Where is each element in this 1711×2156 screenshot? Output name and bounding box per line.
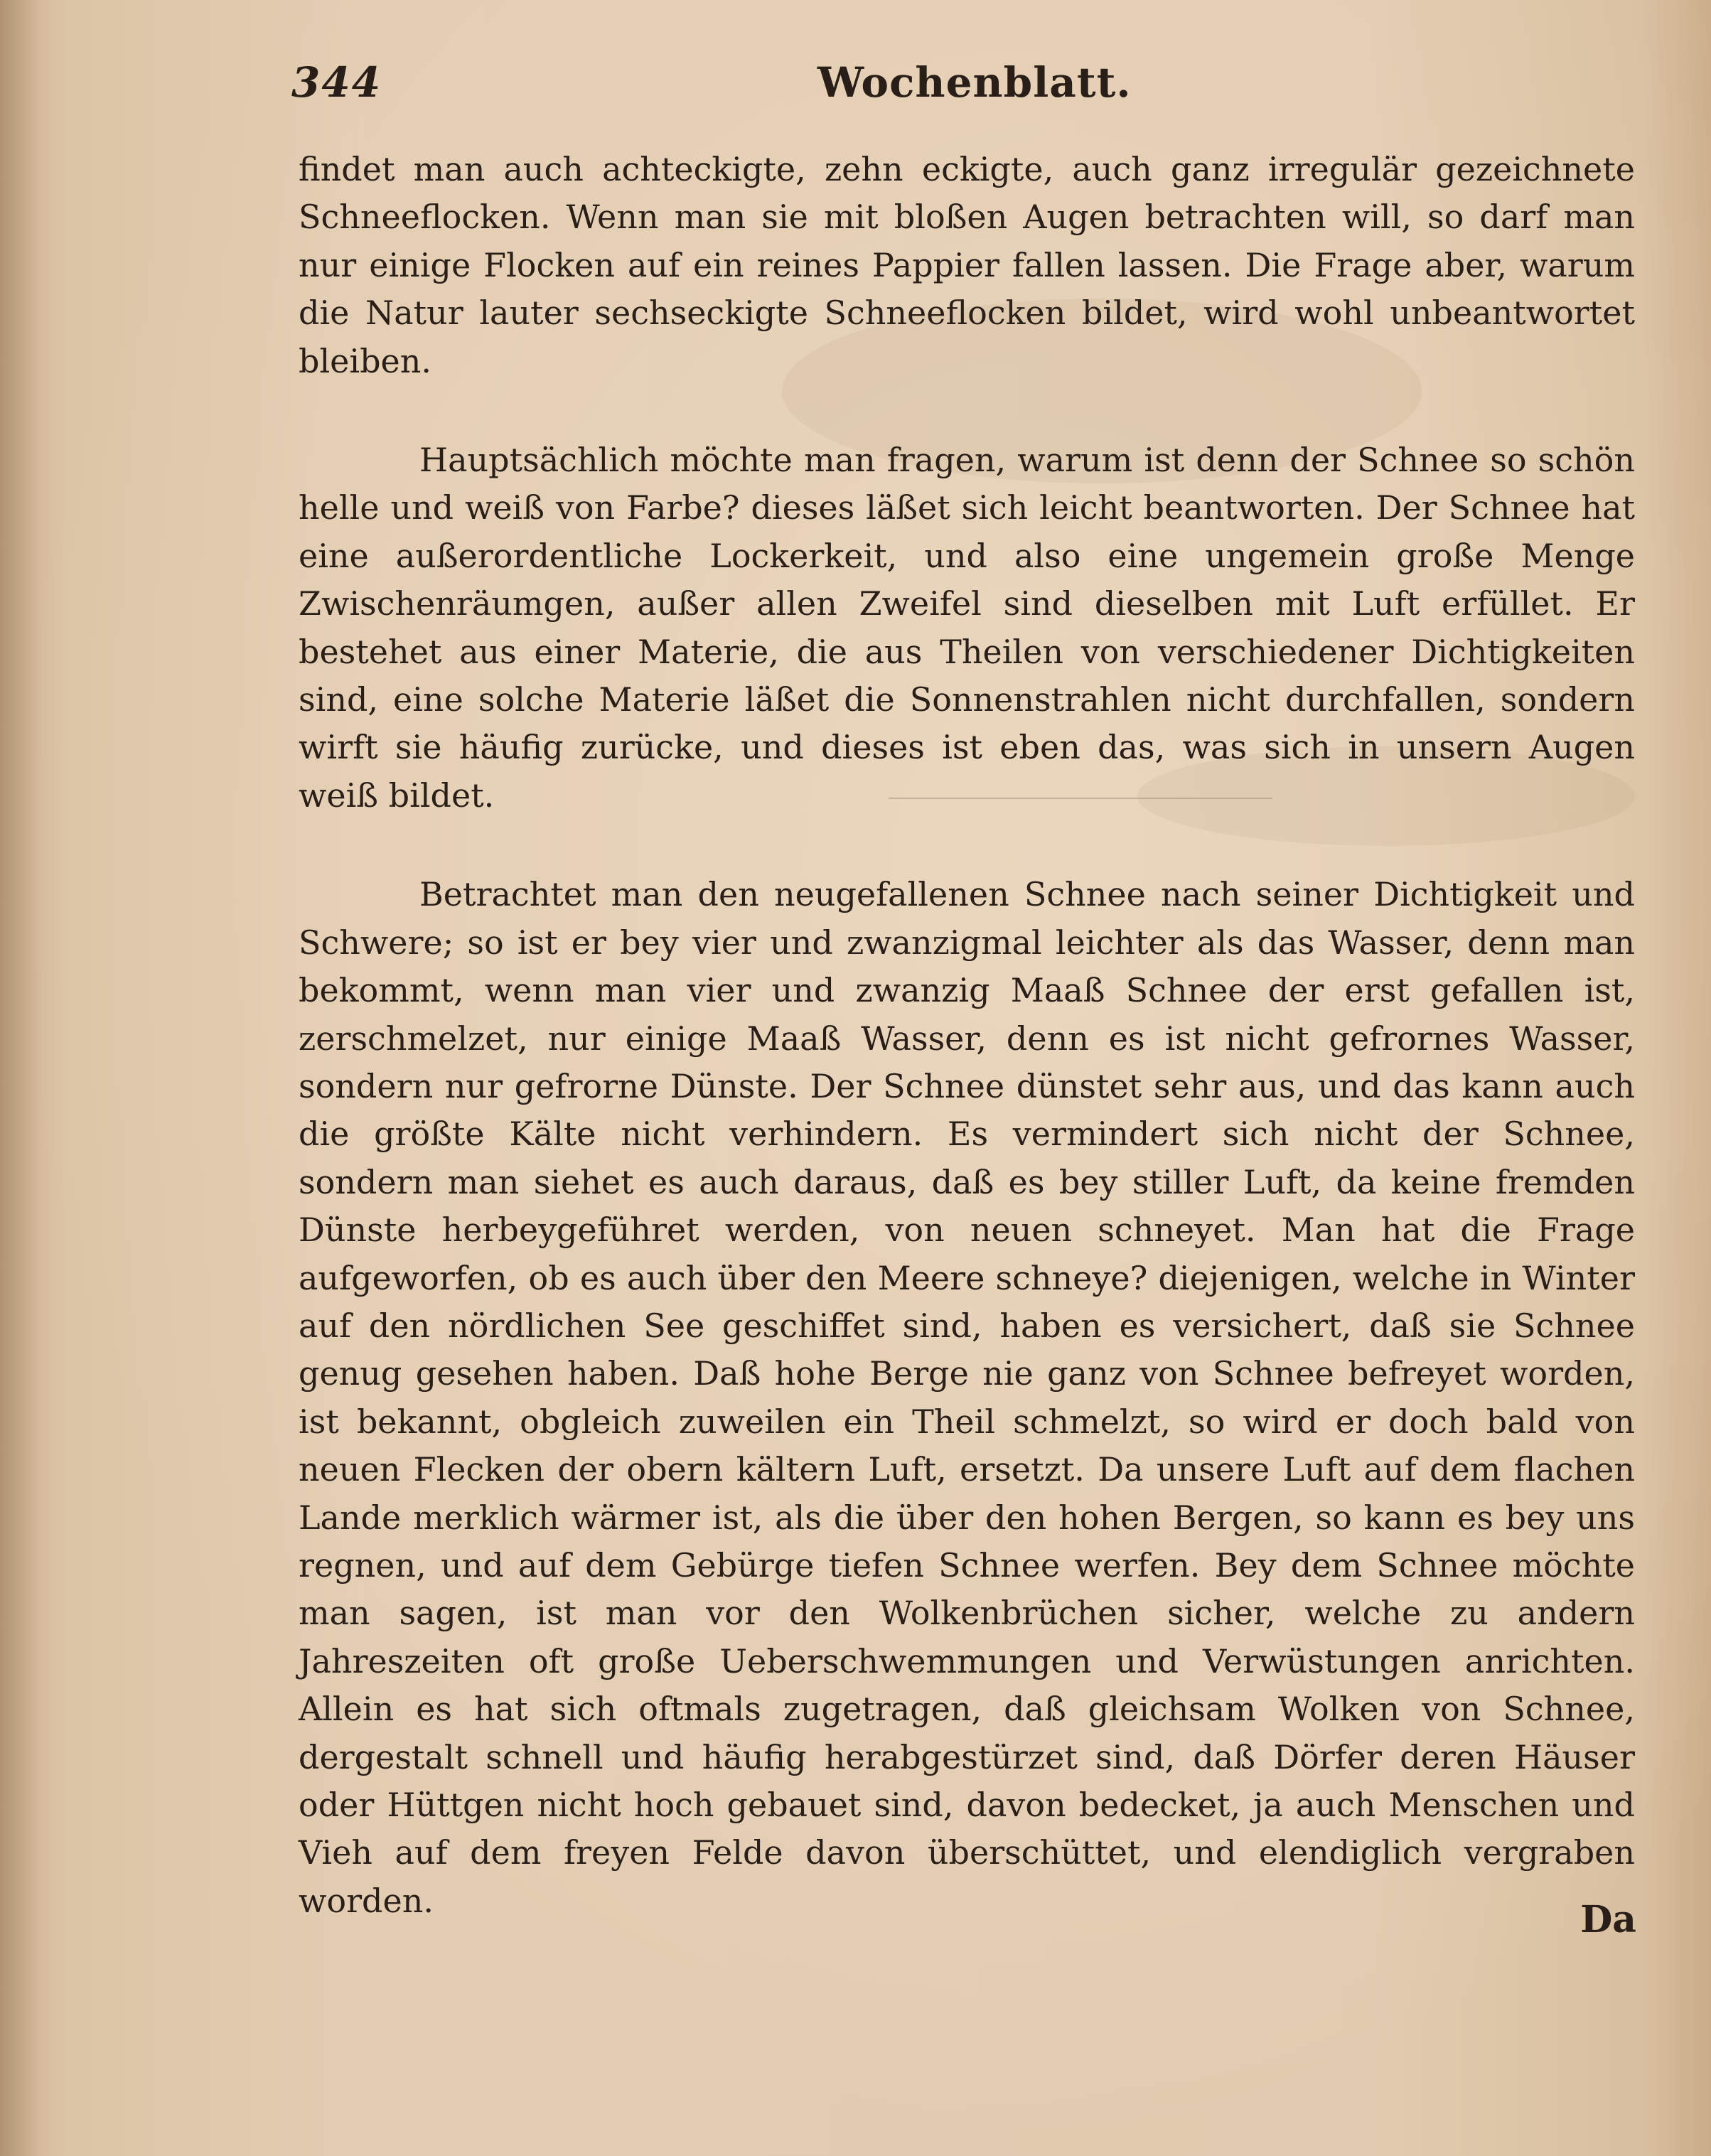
paragraph-3: Betrachtet man den neugefallenen Schnee nach seiner Dichtigkeit und Schwere; so ist er bey vier und zwanzigmal leichter als das Wasser, denn man bekommt, wenn man vier und zwanzig Maaß Schnee der erst gefallen ist, zerschmelzet, nur einige Maaß Wasser, denn es ist nicht gefrornes Wasser, sondern nur gefrorne Dünste. Der Schnee dünstet sehr aus, und das kann auch die größte Kälte nicht verhindern. Es vermindert sich nicht der Schnee, sondern man siehet es auch daraus, daß es bey stiller Luft, da keine fremden Dünste herbeygeführet werden, von neuen schneyet. Man hat die Frage aufgeworfen, ob es auch über den Meere schneye? diejenigen, welche in Winter auf den nördlichen See geschiffet sind, haben es versichert, daß sie Schnee genug gesehen haben. Daß hohe Berge nie ganz von Schnee befreyet worden, ist bekannt, obgleich zuweilen ein Theil schmelzt, so wird er doch bald von neuen Flecken der obern kältern Luft, ersetzt. Da unsere Luft auf dem flachen Lande merklich wärmer ist, als die über den hohen Bergen, so kann es bey uns regnen, und auf dem Gebürge tiefen Schnee werfen. Bey dem Schnee möchte man sagen, ist man vor den Wolkenbrüchen sicher, welche zu andern Jahreszeiten oft große Ueberschwemmungen und Verwüstungen anrichten. Allein es hat sich oftmals zugetragen, daß gleichsam Wolken von Schnee, dergestalt schnell und häufig herabgestürzet sind, daß Dörfer deren Häuser oder Hüttgen nicht hoch gebauet sind, davon bedecket, ja auch Menschen und Vieh auf dem freyen Felde davon überschüttet, und elendiglich vergraben worden. — [299, 875, 1635, 1920]
binding-shadow — [0, 0, 43, 2156]
page-number: 344 — [291, 58, 382, 107]
running-head: Wochenblatt. — [817, 58, 1132, 107]
paragraph-1: findet man auch achteckigte, zehn eckigte, auch ganz irregulär gezeichnete Schneeflocken. Wenn man sie mit bloßen Augen betrachten will, so darf man nur einige Flocken auf ein reines Pappier fallen lassen. Die Frage aber, warum die Natur lauter sechseckigte Schneeflocken bildet, wird wohl unbeantwortet bleiben. — [299, 150, 1635, 380]
body-text — [299, 146, 1635, 1925]
paragraph-2: Hauptsächlich möchte man fragen, warum ist denn der Schnee so schön helle und weiß von Farbe? dieses läßet sich leicht beantworten. Der Schnee hat eine außerordentliche Lockerkeit, und also eine ungemein große Menge Zwischenräumgen, außer allen Zweifel sind dieselben mit Luft erfüllet. Er bestehet aus einer Materie, die aus Theilen von verschiedener Dichtigkeiten sind, eine solche Materie läßet die Sonnenstrahlen nicht durchfallen, sondern wirft sie häufig zurücke, und dieses ist eben das, was sich in unsern Augen weiß bildet. — [299, 441, 1635, 815]
faint-rule — [889, 798, 1272, 799]
catchword: Da — [1580, 1898, 1636, 1941]
page-header — [291, 58, 1635, 115]
